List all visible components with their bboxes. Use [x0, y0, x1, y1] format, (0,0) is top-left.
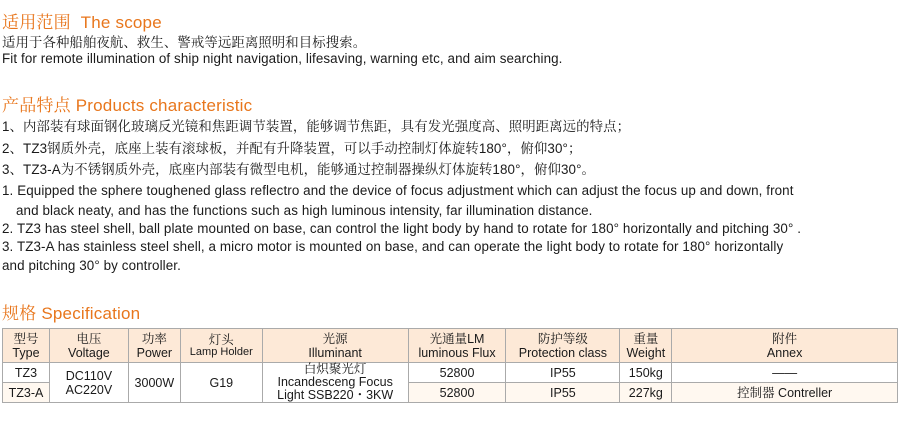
- spec-title-cn: 规格: [2, 304, 37, 323]
- spec-title-en: Specification: [41, 304, 141, 323]
- cell-voltage: DC110V AC220V: [49, 363, 128, 403]
- header-lamp-holder: 灯头 Lamp Holder: [180, 329, 262, 363]
- cell-flux: 52800: [408, 363, 506, 383]
- products-cn-line-1: 1、内部装有球面钢化玻璃反光镜和焦距调节装置，能够调节焦距，具有发光强度高、照明距离远的特点；: [2, 119, 631, 134]
- scope-title-en: The scope: [80, 13, 162, 32]
- cell-power: 3000W: [128, 363, 180, 403]
- cell-type: TZ3-A: [3, 383, 50, 403]
- header-voltage: 电压 Voltage: [49, 329, 128, 363]
- scope-text-cn: 适用于各种船舶夜航、救生、警戒等远距离照明和目标搜索。: [2, 35, 367, 50]
- header-annex: 附件 Annex: [672, 329, 898, 363]
- products-en-line-3: 2. TZ3 has steel shell, ball plate mounted on base, can control the light body by hand to rotate for 180° horizontally and pitching 30° .: [2, 221, 802, 236]
- header-luminous-flux: 光通量LM luminous Flux: [408, 329, 506, 363]
- header-protection-class: 防护等级 Protection class: [506, 329, 620, 363]
- header-type: 型号 Type: [3, 329, 50, 363]
- table-row: [3, 363, 898, 383]
- products-en-line-1: 1. Equipped the sphere toughened glass reflectro and the device of focus adjustment which can adjust the focus up and down, front: [2, 183, 794, 198]
- header-weight: 重量 Weight: [620, 329, 672, 363]
- products-en-line-5: and pitching 30° by controller.: [2, 258, 181, 273]
- header-power: 功率 Power: [128, 329, 180, 363]
- products-title: [2, 91, 252, 116]
- cell-protection: IP55: [506, 363, 620, 383]
- cell-lamp-holder: G19: [180, 363, 262, 403]
- products-cn-line-2: 2、TZ3钢质外壳，底座上装有滚球板，并配有升降装置，可以手动控制灯体旋转180°，俯仰30°；: [2, 141, 582, 156]
- scope-text-en: Fit for remote illumination of ship night navigation, lifesaving, warning etc, and aim searching.: [2, 51, 563, 66]
- spec-table: [2, 328, 898, 403]
- cell-type: TZ3: [3, 363, 50, 383]
- products-en-line-4: 3. TZ3-A has stainless steel shell, a micro motor is mounted on base, and can operate the light body to rotate for 180° horizontally: [2, 239, 784, 254]
- products-title-cn: 产品特点: [2, 96, 71, 115]
- products-en-line-2: and black neaty, and has the functions such as high luminous intensity, far illumination distance.: [16, 203, 593, 218]
- products-title-en: Products characteristic: [75, 96, 253, 115]
- scope-title-cn: 适用范围: [2, 13, 71, 32]
- products-cn-line-3: 3、TZ3-A为不锈钢质外壳，底座内部装有微型电机，能够通过控制器操纵灯体旋转180°，俯仰30°。: [2, 162, 596, 177]
- cell-flux: 52800: [408, 383, 506, 403]
- cell-illuminant: 白炽聚光灯 Incandesceng Focus Light SSB220・3KW: [262, 363, 408, 403]
- cell-protection: IP55: [506, 383, 620, 403]
- cell-annex: 控制器 Contreller: [672, 383, 898, 403]
- cell-annex: ——: [672, 363, 898, 383]
- header-illuminant: 光源 Illuminant: [262, 329, 408, 363]
- scope-title: [2, 8, 162, 33]
- cell-weight: 150kg: [620, 363, 672, 383]
- spec-header-row: [3, 329, 898, 363]
- cell-weight: 227kg: [620, 383, 672, 403]
- spec-title: [2, 299, 140, 324]
